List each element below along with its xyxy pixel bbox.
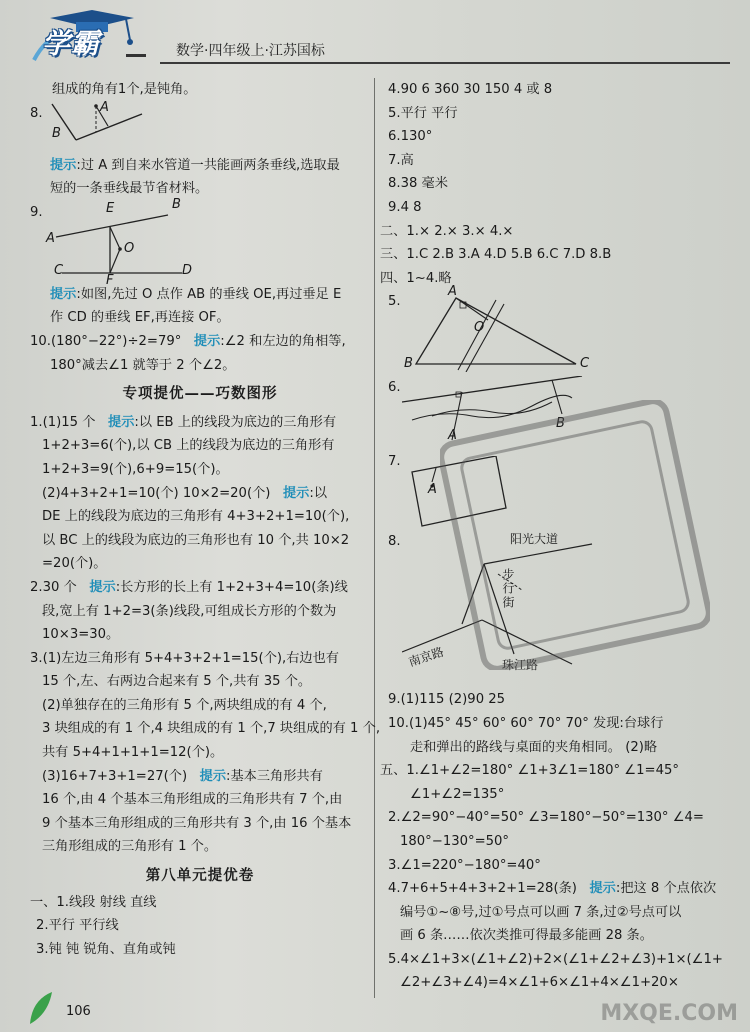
text-line: 180°减去∠1 就等于 2 个∠2。: [50, 357, 236, 373]
text-line: 编号①~⑧号,过①号点可以画 7 条,过②号点可以: [400, 904, 682, 920]
answer-text: 1.(1)15 个: [30, 414, 96, 430]
text-line: 3 块组成的有 1 个,4 块组成的有 1 个,7 块组成的有 1 个,: [42, 721, 381, 737]
point-label: D: [182, 262, 193, 278]
section-title: 第八单元提优卷: [145, 868, 255, 885]
hint-label: 提示: [283, 485, 310, 501]
header-divider: [160, 62, 730, 64]
answer-line: ∠1+∠2=135°: [410, 786, 505, 802]
answer-line: 4.90 6 360 30 150 4 或 8: [388, 82, 553, 97]
answer-text: (3)16+7+3+1=27(个): [42, 768, 188, 784]
header: [0, 0, 750, 72]
answer-text: 4.7+6+5+4+3+2+1=28(条): [388, 881, 577, 897]
point-label: A: [428, 482, 437, 498]
hint-label: 提示: [199, 768, 227, 784]
answer-line: 组成的角有1个,是钝角。: [52, 82, 197, 97]
hint-label: 提示: [108, 414, 135, 430]
text-line: 以 BC 上的线段为底边的三角形也有 10 个,共 10×2: [42, 532, 350, 548]
answer-line: 2.∠2=90°−40°=50° ∠3=180°−50°=130° ∠4=: [388, 810, 704, 826]
hint-text: :以: [309, 485, 328, 501]
answer-line: 二、1.× 2.× 3.× 4.×: [380, 223, 514, 239]
watermark: MXQE.COM: [600, 1001, 738, 1026]
answer-line: 8.38 毫米: [388, 176, 448, 192]
answer-line: 2.平行 平行线: [36, 918, 119, 934]
text-line: 三角形组成的三角形有 1 个。: [42, 839, 218, 855]
hint-text: :以 EB 上的线段为底边的三角形有: [134, 414, 337, 430]
answer-text: 2.30 个: [30, 579, 77, 595]
answer-line: 7.高: [388, 152, 414, 168]
column-divider: [374, 78, 375, 998]
question-number: 8.: [388, 534, 401, 550]
answer-line: 一、1.线段 射线 直线: [30, 894, 157, 910]
question-number: 5.: [388, 294, 401, 310]
point-label: B: [556, 416, 565, 432]
text-line: (2)单独存在的三角形有 5 个,两块组成的有 4 个,: [42, 697, 327, 713]
point-label: A: [448, 284, 457, 300]
point-label: A: [46, 230, 55, 246]
text-line: 15 个,左、右两边合起来有 5 个,共有 35 个。: [42, 674, 312, 690]
question-number: 9.: [30, 204, 43, 220]
page-number: 106: [66, 1004, 91, 1019]
answer-line: [30, 411, 370, 435]
answer-line: 9.(1)115 (2)90 25: [388, 692, 506, 708]
answer-line: [388, 877, 738, 901]
hint-text: :把这 8 个点依次: [615, 881, 717, 897]
section-title: 专项提优——巧数图形: [122, 386, 278, 403]
road-label: 步行街: [501, 568, 515, 611]
hint-label: 提示: [193, 333, 221, 349]
answer-text: 10.(180°−22°)÷2=79°: [30, 333, 182, 349]
triangle-figure: [408, 294, 598, 372]
seal-stamp: [440, 400, 710, 670]
text-line: =20(个)。: [42, 556, 107, 572]
answer-text: (2)4+3+2+1=10(个) 10×2=20(个): [42, 485, 271, 501]
text-line: 1+2+3=9(个),6+9=15(个)。: [42, 461, 229, 477]
road-label: 南京路: [406, 645, 446, 670]
point-label: O: [474, 320, 485, 336]
answer-line: 10.(1)45° 45° 60° 60° 70° 70° 发现:台球行: [388, 715, 664, 731]
text-line: 画 6 条……依次类推可得最多能画 28 条。: [400, 928, 653, 944]
question-number: 7.: [388, 454, 401, 470]
figure-5: [388, 284, 738, 372]
question-number: 8.: [30, 105, 43, 121]
hint-label: 提示: [50, 286, 77, 302]
answer-line: [30, 765, 370, 789]
point-label: A: [448, 428, 457, 444]
point-label: E: [106, 200, 115, 216]
hint-text: :基本三角形共有: [226, 768, 323, 784]
footer: [0, 990, 750, 1032]
leaf-icon: [26, 990, 54, 1026]
answer-line: 180°−130°=50°: [400, 833, 510, 849]
answer-line: [30, 576, 370, 600]
answer-line: 五、1.∠1+∠2=180° ∠1+3∠1=180° ∠1=45°: [380, 763, 679, 779]
road-label: 阳光大道: [510, 532, 559, 547]
text-line: 作 CD 的垂线 EF,再连接 OF。: [50, 310, 230, 326]
text-line: 1+2+3=6(个),以 CB 上的线段为底边的三角形有: [42, 438, 335, 454]
hint-text: :长方形的长上有 1+2+3+4=10(条)线: [115, 579, 348, 595]
point-label: C: [54, 262, 64, 278]
point-label: B: [172, 196, 181, 212]
logo-text: 学霸: [42, 27, 101, 60]
hint-line: [30, 283, 370, 307]
point-label: O: [124, 240, 135, 256]
text-line: 9 个基本三角形组成的三角形共有 3 个,由 16 个基本: [42, 815, 352, 831]
text-line: 10×3=30。: [42, 627, 120, 643]
point-label: C: [580, 356, 590, 372]
answer-line: ∠2+∠3+∠4)=4×∠1+6×∠1+4×∠1+20×: [400, 975, 679, 991]
answer-line: [30, 482, 370, 506]
text-line: DE 上的线段为底边的三角形有 4+3+2+1=10(个),: [42, 509, 350, 525]
figure-9: [30, 196, 370, 288]
point-label: B: [404, 356, 413, 372]
question-number: 6.: [388, 380, 401, 396]
text-line: 3.(1)左边三角形有 5+4+3+2+1=15(个),右边也有: [30, 650, 339, 666]
text-line: 段,宽上有 1+2=3(条)线段,可组成长方形的个数为: [42, 603, 337, 619]
answer-line: 5.4×∠1+3×(∠1+∠2)+2×(∠1+∠2+∠3)+1×(∠1+: [388, 951, 723, 967]
answer-line: 3.∠1=220°−180°=40°: [388, 857, 541, 873]
answer-line: 5.平行 平行: [388, 105, 458, 121]
answer-line: 走和弹出的路线与桌面的夹角相同。 (2)略: [410, 739, 658, 755]
hint-label: 提示: [89, 579, 116, 595]
point-label: A: [100, 99, 109, 115]
hint-label: 提示: [589, 881, 616, 897]
header-title: 数学·四年级上·江苏国标: [176, 43, 325, 59]
answer-line: 6.130°: [388, 129, 433, 145]
text-line: 短的一条垂线最节省材料。: [50, 181, 209, 197]
point-label: B: [52, 125, 61, 141]
answer-line: 9.4 8: [388, 199, 422, 215]
answer-line: 四、1~4.略: [380, 270, 452, 286]
text-line: 16 个,由 4 个基本三角形组成的三角形共有 7 个,由: [42, 792, 343, 808]
text-line: 共有 5+4+1+1+1=12(个)。: [42, 745, 224, 761]
answer-line: 3.钝 钝 锐角、直角或钝: [36, 941, 176, 957]
answer-line: [30, 330, 370, 354]
answer-line: 三、1.C 2.B 3.A 4.D 5.B 6.C 7.D 8.B: [380, 247, 612, 263]
hint-text: :∠2 和左边的角相等,: [220, 333, 346, 349]
hint-label: 提示: [50, 157, 77, 173]
perpendicular-figure: [52, 209, 232, 285]
hint-text: :过 A 到自来水管道一共能画两条垂线,选取最: [76, 157, 340, 173]
hint-text: :如图,先过 O 点作 AB 的垂线 OE,再过垂足 E: [76, 286, 342, 302]
point-label: F: [106, 272, 114, 288]
road-label: 珠江路: [502, 658, 539, 673]
hint-line: [30, 154, 370, 178]
figure-8: [30, 99, 370, 154]
left-column: [30, 78, 381, 961]
